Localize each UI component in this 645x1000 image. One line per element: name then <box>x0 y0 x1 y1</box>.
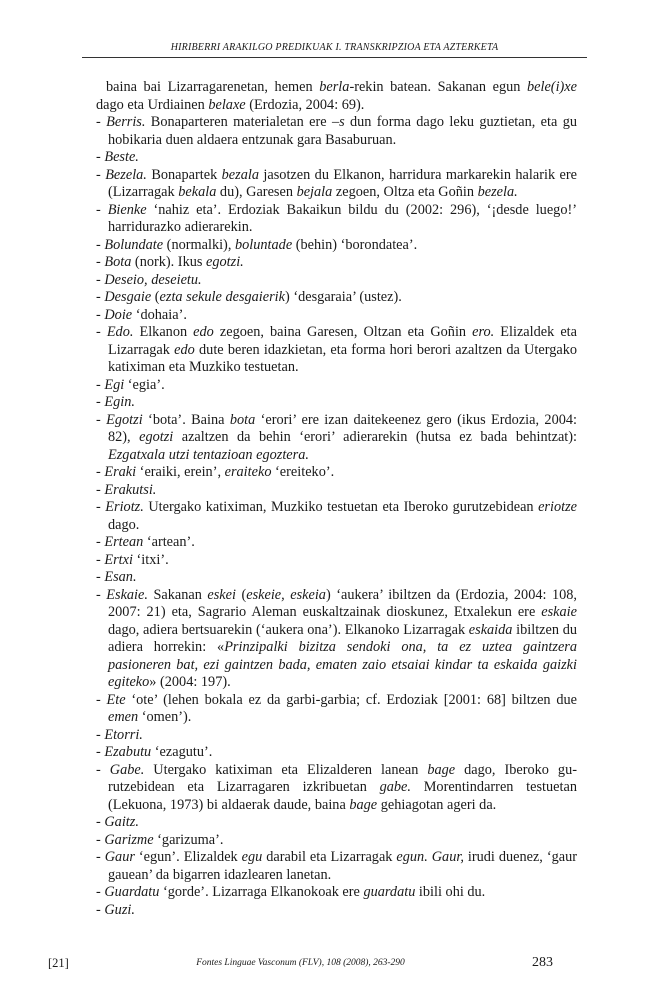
glossary-entry <box>96 289 577 307</box>
italic-term: gabe. <box>379 779 411 795</box>
page-footer <box>48 955 553 973</box>
text-run: - <box>96 376 105 393</box>
italic-term: Eraki <box>104 464 137 480</box>
text-run: - <box>96 166 106 183</box>
glossary-entry <box>96 307 577 325</box>
text-run: ). Elkanoko Lizarragak <box>332 621 469 638</box>
italic-term: Gabe. <box>109 761 145 778</box>
italic-term: egu <box>241 849 263 865</box>
text-run: - <box>96 831 105 848</box>
italic-term: Gaitz. <box>104 814 139 830</box>
text-run: zegoen, Oltza eta Goñin <box>332 184 478 200</box>
italic-term: bezala <box>221 166 259 183</box>
italic-term: bekala <box>178 184 217 200</box>
italic-term: bage <box>349 796 378 813</box>
italic-term: eraiteko <box>224 464 272 480</box>
text-run: Morentindarren testuetan (Lekuona, 1973) bi aldaerak daude, baina <box>108 779 577 813</box>
italic-term: Ertxi <box>104 551 133 568</box>
glossary-entry <box>96 114 577 149</box>
italic-term: Doie <box>104 306 133 323</box>
glossary-entry <box>96 412 577 465</box>
glossary-entry <box>96 849 577 884</box>
text-run: - <box>96 761 110 778</box>
italic-term: ero. <box>472 324 495 340</box>
text-run: - <box>96 464 105 480</box>
text-run: - <box>96 306 105 323</box>
italic-term: bezela. <box>477 184 518 200</box>
glossary-entry <box>96 482 577 500</box>
text-run: dute beren idazkietan, eta forma hori berori azaltzen da Utergako katiximan eta Muzkiko testuetan. <box>108 341 577 375</box>
italic-term: Berris. <box>106 114 146 130</box>
italic-term: Eriotz. <box>105 499 144 515</box>
text-run: baina bai Lizarragarenetan, hemen <box>106 79 320 95</box>
text-run: darabil eta Lizarragak <box>262 849 397 865</box>
text-run: » (2004: 197). <box>149 674 231 690</box>
text-run: - <box>96 551 105 568</box>
glossary-entry <box>96 814 577 832</box>
text-run: (nork). Ikus <box>131 254 207 270</box>
italic-term: Beste. <box>104 149 139 165</box>
italic-term: Egin. <box>104 394 135 410</box>
text-run: - <box>96 271 105 288</box>
text-run: - <box>96 569 105 585</box>
glossary-entry <box>96 202 577 237</box>
italic-term: guardatu <box>363 884 416 900</box>
text-run: dago eta Urdiainen <box>96 96 209 113</box>
text-run: ) ‘desgaraia’ (ustez). <box>285 289 402 305</box>
text-run: ‘itxi’. <box>132 551 169 568</box>
glossary-entry <box>96 394 577 412</box>
italic-term: Ezgatxala utzi tentazioan egoztera. <box>108 446 309 463</box>
text-run: (behin) ‘borondatea’. <box>292 236 418 253</box>
text-run: ‘erori’ ere izan daitekeenez gero (ikus Erdozia, 2004: 82), <box>108 411 577 445</box>
glossary-entry <box>96 762 577 815</box>
italic-term: bota <box>229 411 256 428</box>
glossary-entry <box>96 727 577 745</box>
glossary-entry <box>96 692 577 727</box>
text-run: Elkanon <box>133 324 194 340</box>
glossary-entry <box>96 884 577 902</box>
text-run: ‘dohaia’. <box>132 306 187 323</box>
italic-term: Etorri. <box>104 726 143 743</box>
italic-term: boluntade <box>234 236 293 253</box>
text-run: dago, Iberoko gurutzebidean eta Lizarragaren izkribuetan <box>108 761 577 795</box>
text-run: Sakanan <box>147 586 208 603</box>
glossary-entry <box>96 587 577 692</box>
text-run: Utergako katiximan eta Elizalderen lanean <box>144 761 428 778</box>
text-run: -rekin batean. Sakanan egun <box>349 79 527 95</box>
text-run: dun forma dago leku guztietan, eta gu hobikaria duen aldaera entzunak gara Basaburuan. <box>108 114 577 148</box>
italic-term: Esan. <box>104 569 137 585</box>
text-run: - <box>96 586 107 603</box>
italic-term: Bezela. <box>105 166 147 183</box>
text-run: - <box>96 901 105 918</box>
italic-term: Bolundate <box>104 236 164 253</box>
glossary-entry <box>96 272 577 290</box>
text-run: - <box>96 691 107 708</box>
italic-term: Bienke <box>107 201 147 218</box>
italic-term: Edo. <box>106 324 134 340</box>
italic-term: Desgaie <box>104 289 152 305</box>
text-run: zegoen, baina Garesen, Oltzan eta Goñin <box>213 324 473 340</box>
glossary-entry <box>96 237 577 255</box>
italic-term: Guardatu <box>104 884 160 900</box>
text-run: ‘ote’ (lehen bokala ez da garbi-garbia; cf. Erdoziak [2001: 68] biltzen due <box>125 691 577 708</box>
text-run: ‘eraiki, erein’, <box>136 464 225 480</box>
text-run: gehiagotan ageri da. <box>377 796 497 813</box>
italic-term: belaxe <box>208 96 246 113</box>
glossary-entry <box>96 832 577 850</box>
glossary-entry <box>96 569 577 587</box>
glossary-entry <box>96 464 577 482</box>
italic-term: Garizme <box>104 831 154 848</box>
text-run: dago, adiera bertsuarekin ( <box>108 621 261 638</box>
text-run: ‘gorde’. Lizarraga Elkanokoak ere <box>159 884 364 900</box>
text-run: (Erdozia, 2004: 69). <box>245 96 365 113</box>
text-run: - <box>96 499 106 515</box>
italic-term: emen <box>108 709 139 725</box>
text-run: - <box>96 726 105 743</box>
italic-term: Guzi. <box>104 901 135 918</box>
italic-term: Erakutsi. <box>104 481 157 498</box>
italic-term: bejala <box>296 184 333 200</box>
text-run: - <box>96 149 105 165</box>
italic-term: Egotzi <box>106 411 143 428</box>
text-run: ibiltzen du adiera horrekin: « <box>108 621 577 655</box>
text-run: - <box>96 411 107 428</box>
text-run: ‘nahiz eta’. Erdoziak Bakaikun bildu du (2002: 296), ‘¡desde luego!’ harridurazko adierarekin. <box>108 201 577 235</box>
glossary-entry <box>96 744 577 762</box>
text-run: ‘ereiteko’. <box>271 464 335 480</box>
italic-term: eskaida <box>468 621 513 638</box>
text-run: - <box>96 114 107 130</box>
italic-term: egotzi <box>139 429 174 445</box>
italic-term: ezta sekule desgaierik <box>159 289 286 305</box>
glossary-entry <box>96 254 577 272</box>
text-run: - <box>96 744 105 760</box>
italic-term: Ezabutu <box>104 744 152 760</box>
text-run: - <box>96 849 105 865</box>
running-header: HIRIBERRI ARAKILGO PREDIKUAK I. TRANSKRIPZIOA ETA AZTERKETA <box>82 42 587 58</box>
glossary-entry <box>96 167 577 202</box>
text-run: ‘aukera ona’ <box>260 621 333 638</box>
text-run: Bonapartek <box>146 166 222 183</box>
text-run: ( <box>235 586 247 603</box>
text-run: - <box>96 324 107 340</box>
glossary-entry <box>96 552 577 570</box>
glossary-entry <box>96 534 577 552</box>
text-run: du), Garesen <box>216 184 297 200</box>
italic-term: bage <box>427 761 456 778</box>
text-run: - <box>96 289 105 305</box>
text-run: ‘bota’. Baina <box>142 411 230 428</box>
glossary-body <box>96 79 577 919</box>
italic-term: berla <box>319 79 350 95</box>
text-run: - <box>96 236 105 253</box>
text-run: ‘egia’. <box>124 376 165 393</box>
text-run: (normalki), <box>163 236 235 253</box>
text-run: ibili ohi du. <box>415 884 486 900</box>
glossary-entry <box>96 149 577 167</box>
glossary-entry <box>96 499 577 534</box>
italic-term: eskaie <box>541 604 577 620</box>
italic-term: Ete <box>106 691 126 708</box>
italic-term: egun. Gaur, <box>396 849 464 865</box>
glossary-entry <box>96 377 577 395</box>
text-run: - <box>96 814 105 830</box>
italic-term: edo <box>193 324 214 340</box>
text-run: - <box>96 534 105 550</box>
text-run: - <box>96 481 105 498</box>
italic-term: Bota <box>104 254 132 270</box>
text-run: - <box>96 884 105 900</box>
italic-term: eskei <box>207 586 236 603</box>
glossary-entry <box>96 324 577 377</box>
text-run: azaltzen da behin ‘erori’ adierarekin (hutsa ez bada behintzat): <box>173 429 577 445</box>
text-run: - <box>96 254 105 270</box>
italic-term: Gaur <box>104 849 135 865</box>
text-run: dago. <box>108 516 140 533</box>
italic-term: bele(i)xe <box>527 79 577 95</box>
italic-term: eriotze <box>538 499 577 515</box>
text-run: - <box>96 201 108 218</box>
text-run: Utergako katiximan, Muzkiko testuetan eta Iberoko gurutzebidean <box>143 499 539 515</box>
glossary-entry <box>96 902 577 920</box>
text-run: ( <box>151 289 160 305</box>
continued-paragraph <box>96 79 577 114</box>
text-run: Elizaldek eta Lizarragak <box>108 324 577 358</box>
italic-term: –s <box>331 114 345 130</box>
italic-term: edo <box>174 341 195 358</box>
italic-term: egotzi. <box>206 254 244 270</box>
text-run: Bonaparteren materialetan ere <box>145 114 332 130</box>
page-number: 283 <box>532 955 553 970</box>
italic-term: Eskaie. <box>106 586 148 603</box>
text-run: ) ‘aukera’ ibiltzen da (Erdozia, 2004: 108, 2007: 21) eta, Sagrario Aleman euskaltzainak dioskunez, Etxalekun ere <box>108 586 577 620</box>
italic-term: Deseio, deseietu. <box>104 271 202 288</box>
text-run: jasotzen du Elkanon, harridura markarekin halarik ere (Lizarragak <box>108 166 577 200</box>
text-run: irudi duenez, ‘gaur gauean’ da bigarren idazlearen lanetan. <box>108 849 577 883</box>
text-run: ‘garizuma’. <box>153 831 224 848</box>
italic-term: Egi <box>104 376 125 393</box>
italic-term: eskeie, eskeia <box>246 586 326 603</box>
text-run: ‘ezagutu’. <box>151 744 213 760</box>
italic-term: Ertean <box>104 534 144 550</box>
italic-term: Prinzipalki bizitza sendoki ona, ta ez uztea gaintzera pasioneren bat, ezi gaintzen bada, ematen zaio etsaiai kindar ta eskaida gaizki egiteko <box>108 639 578 690</box>
text-run: - <box>96 394 105 410</box>
text-run: ‘omen’). <box>138 709 192 725</box>
text-run: ‘egun’. Elizaldek <box>134 849 242 865</box>
page-bracket-number: [21] <box>48 956 69 970</box>
journal-citation: Fontes Linguae Vasconum (FLV), 108 (2008), 263-290 <box>196 958 405 968</box>
text-run: ‘artean’. <box>143 534 195 550</box>
